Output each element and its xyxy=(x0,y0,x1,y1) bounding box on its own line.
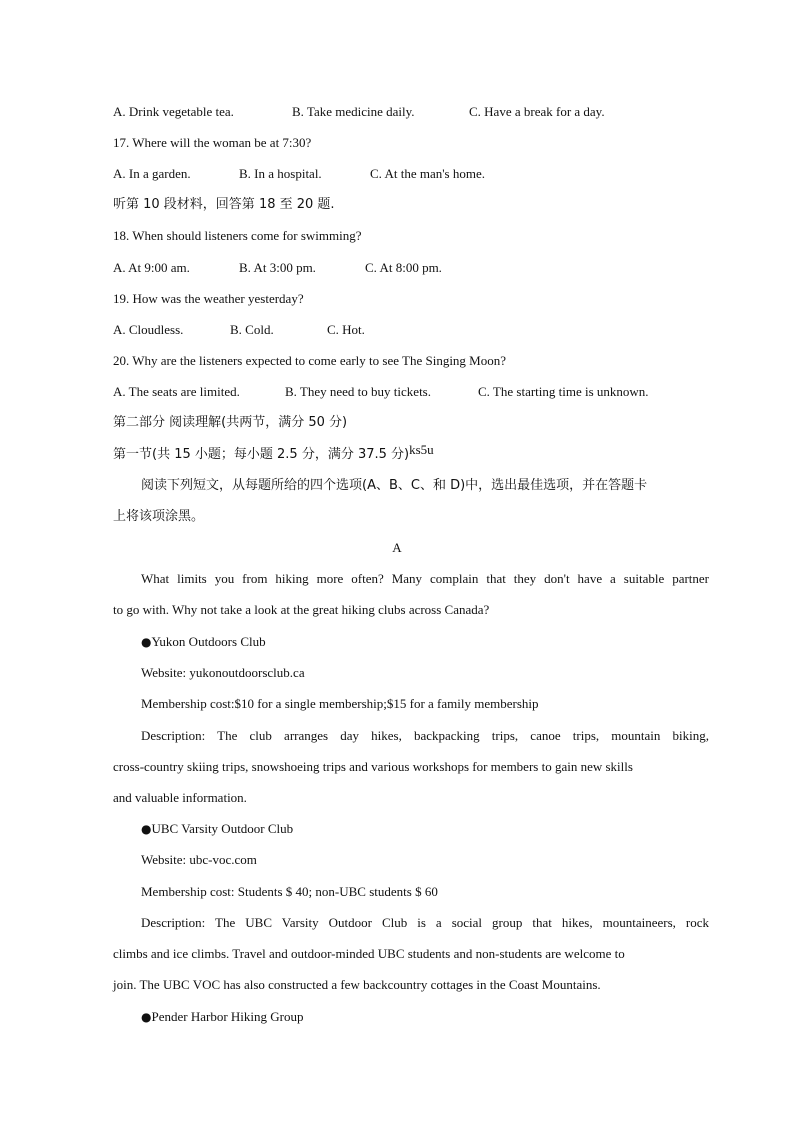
club-description-line: and valuable information. xyxy=(113,790,247,805)
club-heading xyxy=(141,820,293,838)
club-description-line: climbs and ice climbs. Travel and outdoor-minded UBC students and non-students are welcome to xyxy=(113,946,625,961)
passage-label: A xyxy=(392,540,402,555)
q18-option-b: B. At 3:00 pm. xyxy=(239,260,316,275)
section1-title: 第一节(共 15 小题；每小题 2.5 分，满分 37.5 分) xyxy=(113,447,410,462)
club-description-line: join. The UBC VOC has also constructed a few backcountry cottages in the Coast Mountains. xyxy=(113,977,601,992)
section10-instruction: 听第 10 段材料，回答第 18 至 20 题. xyxy=(113,197,335,212)
q16-option-a: A. Drink vegetable tea. xyxy=(113,104,234,119)
club-name: Pender Harbor Hiking Group xyxy=(151,1009,304,1024)
q20-option-b: B. They need to buy tickets. xyxy=(285,384,431,399)
instruction-line-2: 上将该项涂黑。 xyxy=(113,509,205,524)
q19-question: 19. How was the weather yesterday? xyxy=(113,291,304,306)
club-website: Website: yukonoutdoorsclub.ca xyxy=(141,665,305,680)
q16-option-c: C. Have a break for a day. xyxy=(469,104,605,119)
club-description-line: Description: The club arranges day hikes, backpacking trips, canoe trips, mountain biking, xyxy=(141,728,709,743)
q18-option-a: A. At 9:00 am. xyxy=(113,260,190,275)
watermark-text: ks5u xyxy=(409,442,434,457)
intro-line-2: to go with. Why not take a look at the great hiking clubs across Canada? xyxy=(113,602,490,617)
club-cost: Membership cost: Students $ 40; non-UBC students $ 60 xyxy=(141,884,438,899)
intro-line-1: What limits you from hiking more often? Many complain that they don't have a suitable partner xyxy=(141,571,709,586)
instruction-line-1: 阅读下列短文，从每题所给的四个选项(A、B、C、和 D)中，选出最佳选项，并在答题卡 xyxy=(141,478,648,493)
q17-option-c: C. At the man's home. xyxy=(370,166,486,181)
q17-option-a: A. In a garden. xyxy=(113,166,191,181)
club-heading xyxy=(141,1008,303,1026)
q17-question: 17. Where will the woman be at 7:30? xyxy=(113,135,312,150)
section1-heading xyxy=(113,442,434,464)
q19-option-b: B. Cold. xyxy=(230,322,274,337)
q18-question: 18. When should listeners come for swimming? xyxy=(113,228,362,243)
bullet-icon: ● xyxy=(141,635,152,649)
bullet-icon: ● xyxy=(141,822,152,836)
part2-title: 第二部分 阅读理解(共两节，满分 50 分) xyxy=(113,415,348,430)
club-name: Yukon Outdoors Club xyxy=(151,634,266,649)
q19-option-c: C. Hot. xyxy=(327,322,365,337)
q17-option-b: B. In a hospital. xyxy=(239,166,322,181)
club-description-line: Description: The UBC Varsity Outdoor Club is a social group that hikes, mountaineers, rock xyxy=(141,915,709,930)
q20-option-a: A. The seats are limited. xyxy=(113,384,240,399)
q20-question: 20. Why are the listeners expected to come early to see The Singing Moon? xyxy=(113,353,507,368)
q16-option-b: B. Take medicine daily. xyxy=(292,104,415,119)
club-heading xyxy=(141,633,266,651)
club-website: Website: ubc-voc.com xyxy=(141,852,257,867)
bullet-icon: ● xyxy=(141,1010,152,1024)
club-cost: Membership cost:$10 for a single membership;$15 for a family membership xyxy=(141,696,539,711)
q18-option-c: C. At 8:00 pm. xyxy=(365,260,442,275)
q19-option-a: A. Cloudless. xyxy=(113,322,184,337)
club-description-line: cross-country skiing trips, snowshoeing trips and various workshops for members to gain new skills xyxy=(113,759,633,774)
q20-option-c: C. The starting time is unknown. xyxy=(478,384,649,399)
club-name: UBC Varsity Outdoor Club xyxy=(151,821,294,836)
